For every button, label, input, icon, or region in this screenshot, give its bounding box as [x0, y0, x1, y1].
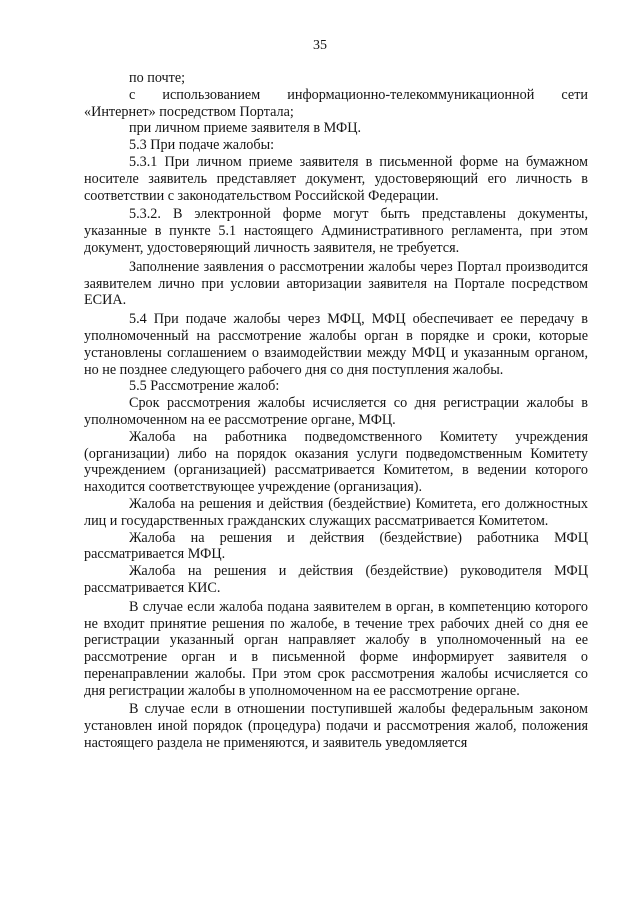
- page-number: 35: [313, 38, 327, 53]
- paragraph: Жалоба на решения и действия (бездействие) руководителя МФЦ рассматривается КИС.: [84, 563, 588, 596]
- paragraph: 5.3.2. В электронной форме могут быть представлены документы, указанные в пункте 5.1 настоящего Административного регламента, при этом документ, удостоверяющий личность заявителя, не требуется.: [84, 206, 588, 256]
- section-heading: 5.3 При подаче жалобы:: [129, 137, 275, 154]
- paragraph: Жалоба на решения и действия (бездействие) Комитета, его должностных лиц и государственных гражданских служащих рассматривается Комитетом.: [84, 495, 588, 529]
- paragraph: 5.4 При подаче жалобы через МФЦ, МФЦ обеспечивает ее передачу в уполномоченный на рассмотрение жалобы орган в порядке и сроки, которые установлены соглашением о взаимодействии между МФЦ и указанным органом, но не позднее следующего рабочего дня со дня поступления жалобы.: [84, 311, 588, 378]
- paragraph: Жалоба на решения и действия (бездействие) работника МФЦ рассматривается МФЦ.: [84, 529, 588, 563]
- paragraph: по почте;: [129, 70, 186, 86]
- paragraph: Жалоба на работника подведомственного Комитету учреждения (организации) либо на порядок оказания услуги подведомственным Комитету учреждением (организацией) рассматривается Комитетом, в ведении которого находится соответствующее учреждение (организация).: [84, 428, 588, 496]
- paragraph: Заполнение заявления о рассмотрении жалобы через Портал производится заявителем лично при условии авторизации заявителя на Портале посредством ЕСИА.: [84, 258, 588, 309]
- paragraph: при личном приеме заявителя в МФЦ.: [129, 120, 362, 137]
- paragraph: 5.3.1 При личном приеме заявителя в письменной форме на бумажном носителе заявитель представляет документ, удостоверяющий его личность в соответствии с законодательством Российской Федерации.: [84, 153, 588, 204]
- paragraph: В случае если в отношении поступившей жалобы федеральным законом установлен иной порядок (процедура) подачи и рассмотрения жалоб, положения настоящего раздела не применяются, и заявитель уведомляется: [84, 701, 588, 752]
- paragraph: Срок рассмотрения жалобы исчисляется со дня регистрации жалобы в уполномоченном на ее рассмотрение органе, МФЦ.: [84, 395, 588, 428]
- body-text: [84, 70, 588, 752]
- paragraph: В случае если жалоба подана заявителем в орган, в компетенцию которого не входит принятие решения по жалобе, в течение трех рабочих дней со дня ее регистрации указанный орган направляет жалобу в уполномоченный на ее рассмотрение орган и в письменной форме информирует заявителя о перенаправлении жалобы. При этом срок рассмотрения жалобы исчисляется со дня регистрации жалобы в уполномоченном на ее рассмотрение органе.: [84, 598, 588, 699]
- section-heading: 5.5 Рассмотрение жалоб:: [129, 378, 280, 395]
- paragraph: с использованием информационно-телекоммуникационной сети «Интернет» посредством Портала;: [84, 86, 588, 120]
